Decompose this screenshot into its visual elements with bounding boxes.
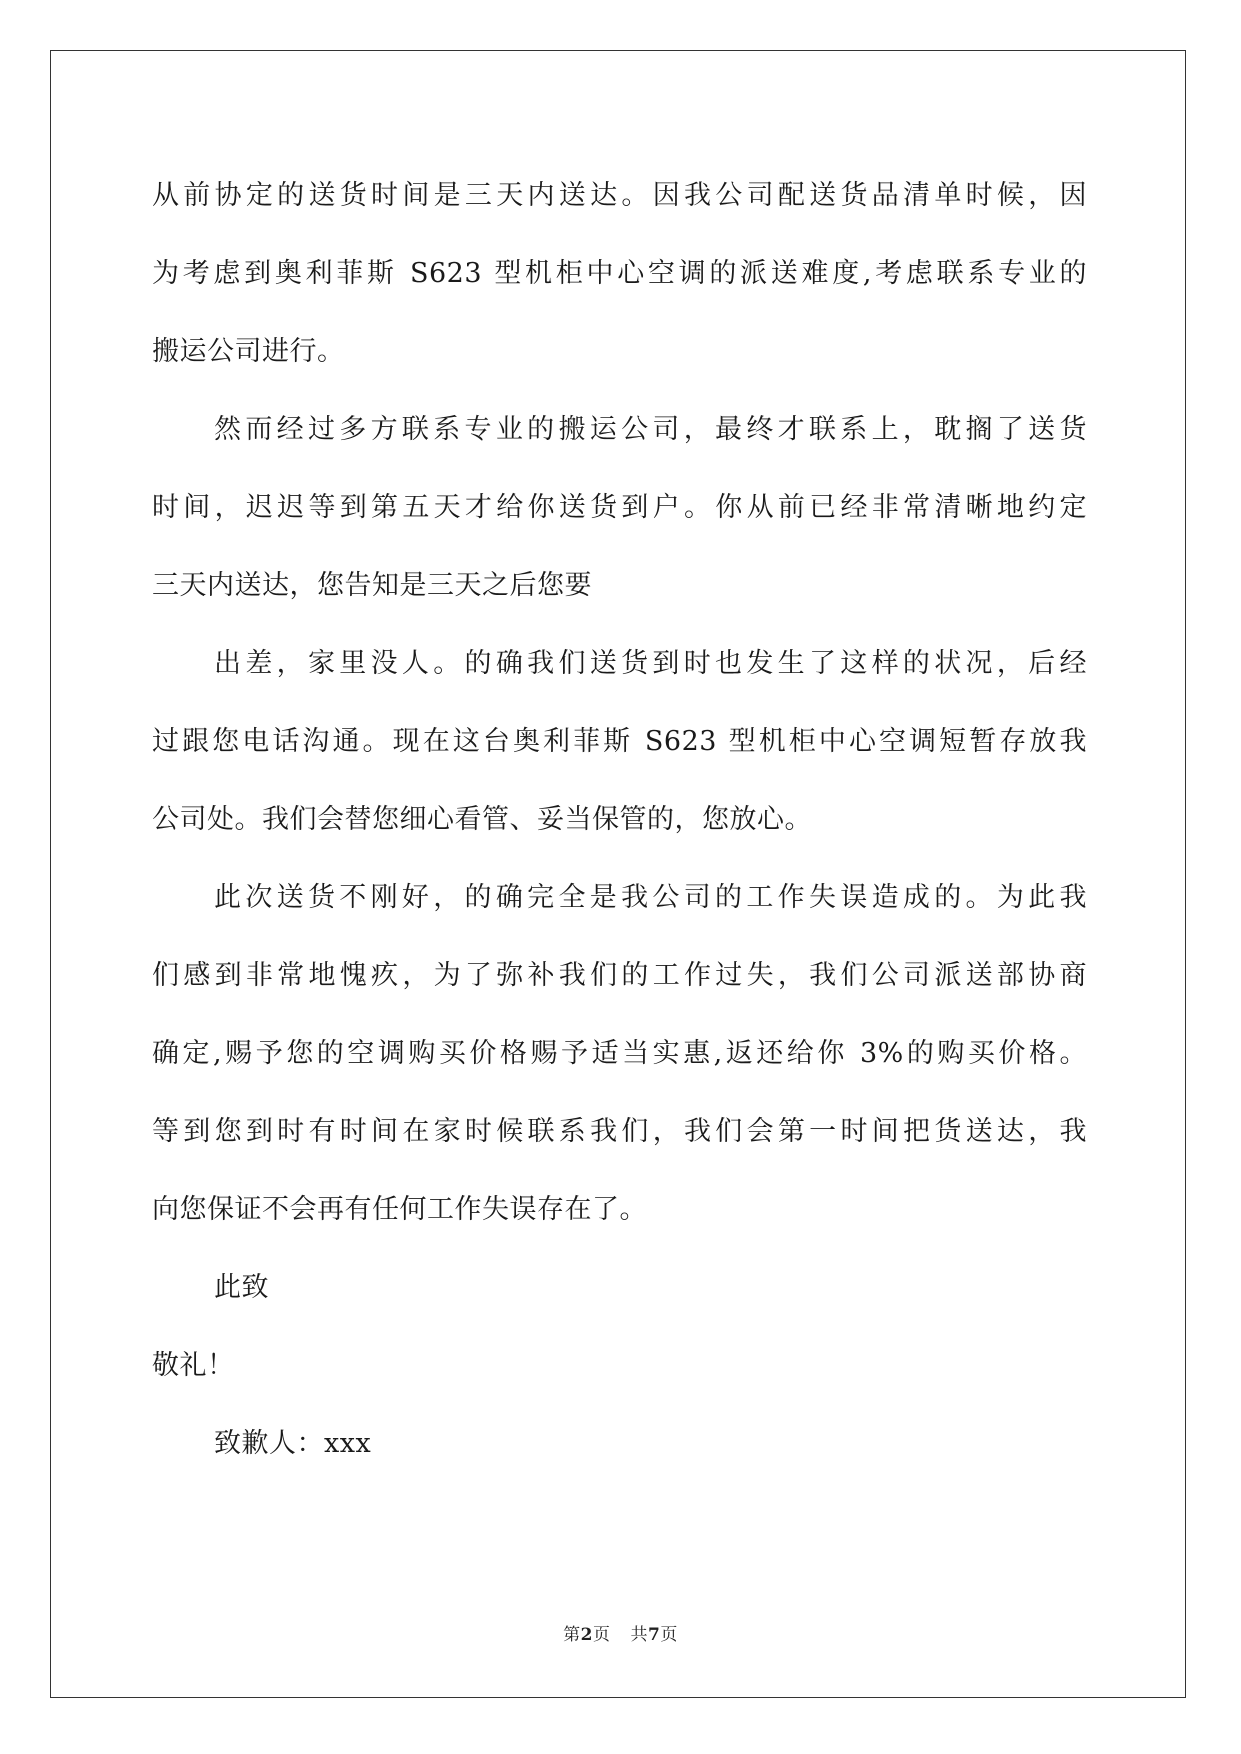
text-line-6: 三天内送达，您告知是三天之后您要 [152,570,592,601]
page-total-suffix: 页 [660,1625,678,1645]
text-line-5: 时间，迟迟等到第五天才给你送货到户。你从前已经非常清晰地约定 [152,492,1087,523]
text-line-7: 出差，家里没人。的确我们送货到时也发生了这样的状况，后经 [214,648,1087,679]
page-total: 7 [648,1625,661,1645]
page-footer [0,1620,1241,1645]
text-line-11: 们感到非常地愧疚，为了弥补我们的工作过失，我们公司派送部协商 [152,960,1087,991]
page-number-prefix: 第 [563,1625,581,1645]
text-line-10: 此次送货不刚好，的确完全是我公司的工作失误造成的。为此我 [214,882,1087,913]
signature-line: 致歉人：xxx [214,1428,372,1459]
text-line-8: 过跟您电话沟通。现在这台奥利菲斯 S623 型机柜中心空调短暂存放我 [152,726,1087,757]
closing-salutation: 此致 [214,1272,269,1303]
text-line-1: 从前协定的送货时间是三天内送达。因我公司配送货品清单时候，因 [152,180,1087,211]
text-line-4: 然而经过多方联系专业的搬运公司，最终才联系上，耽搁了送货 [214,414,1087,445]
text-line-12: 确定,赐予您的空调购买价格赐予适当实惠,返还给你 3%的购买价格。 [152,1038,1087,1069]
text-line-13: 等到您到时有时间在家时候联系我们，我们会第一时间把货送达，我 [152,1116,1087,1147]
text-line-9: 公司处。我们会替您细心看管、妥当保管的，您放心。 [152,804,812,835]
closing-regards: 敬礼！ [152,1350,235,1381]
page-number-suffix: 页 [593,1625,611,1645]
text-line-14: 向您保证不会再有任何工作失误存在了。 [152,1194,647,1225]
page-number-current: 2 [580,1625,593,1645]
text-line-3: 搬运公司进行。 [152,336,345,367]
text-line-2: 为考虑到奥利菲斯 S623 型机柜中心空调的派送难度,考虑联系专业的 [152,258,1087,289]
letter-body [152,157,1087,1483]
page-total-prefix: 共 [630,1625,648,1645]
